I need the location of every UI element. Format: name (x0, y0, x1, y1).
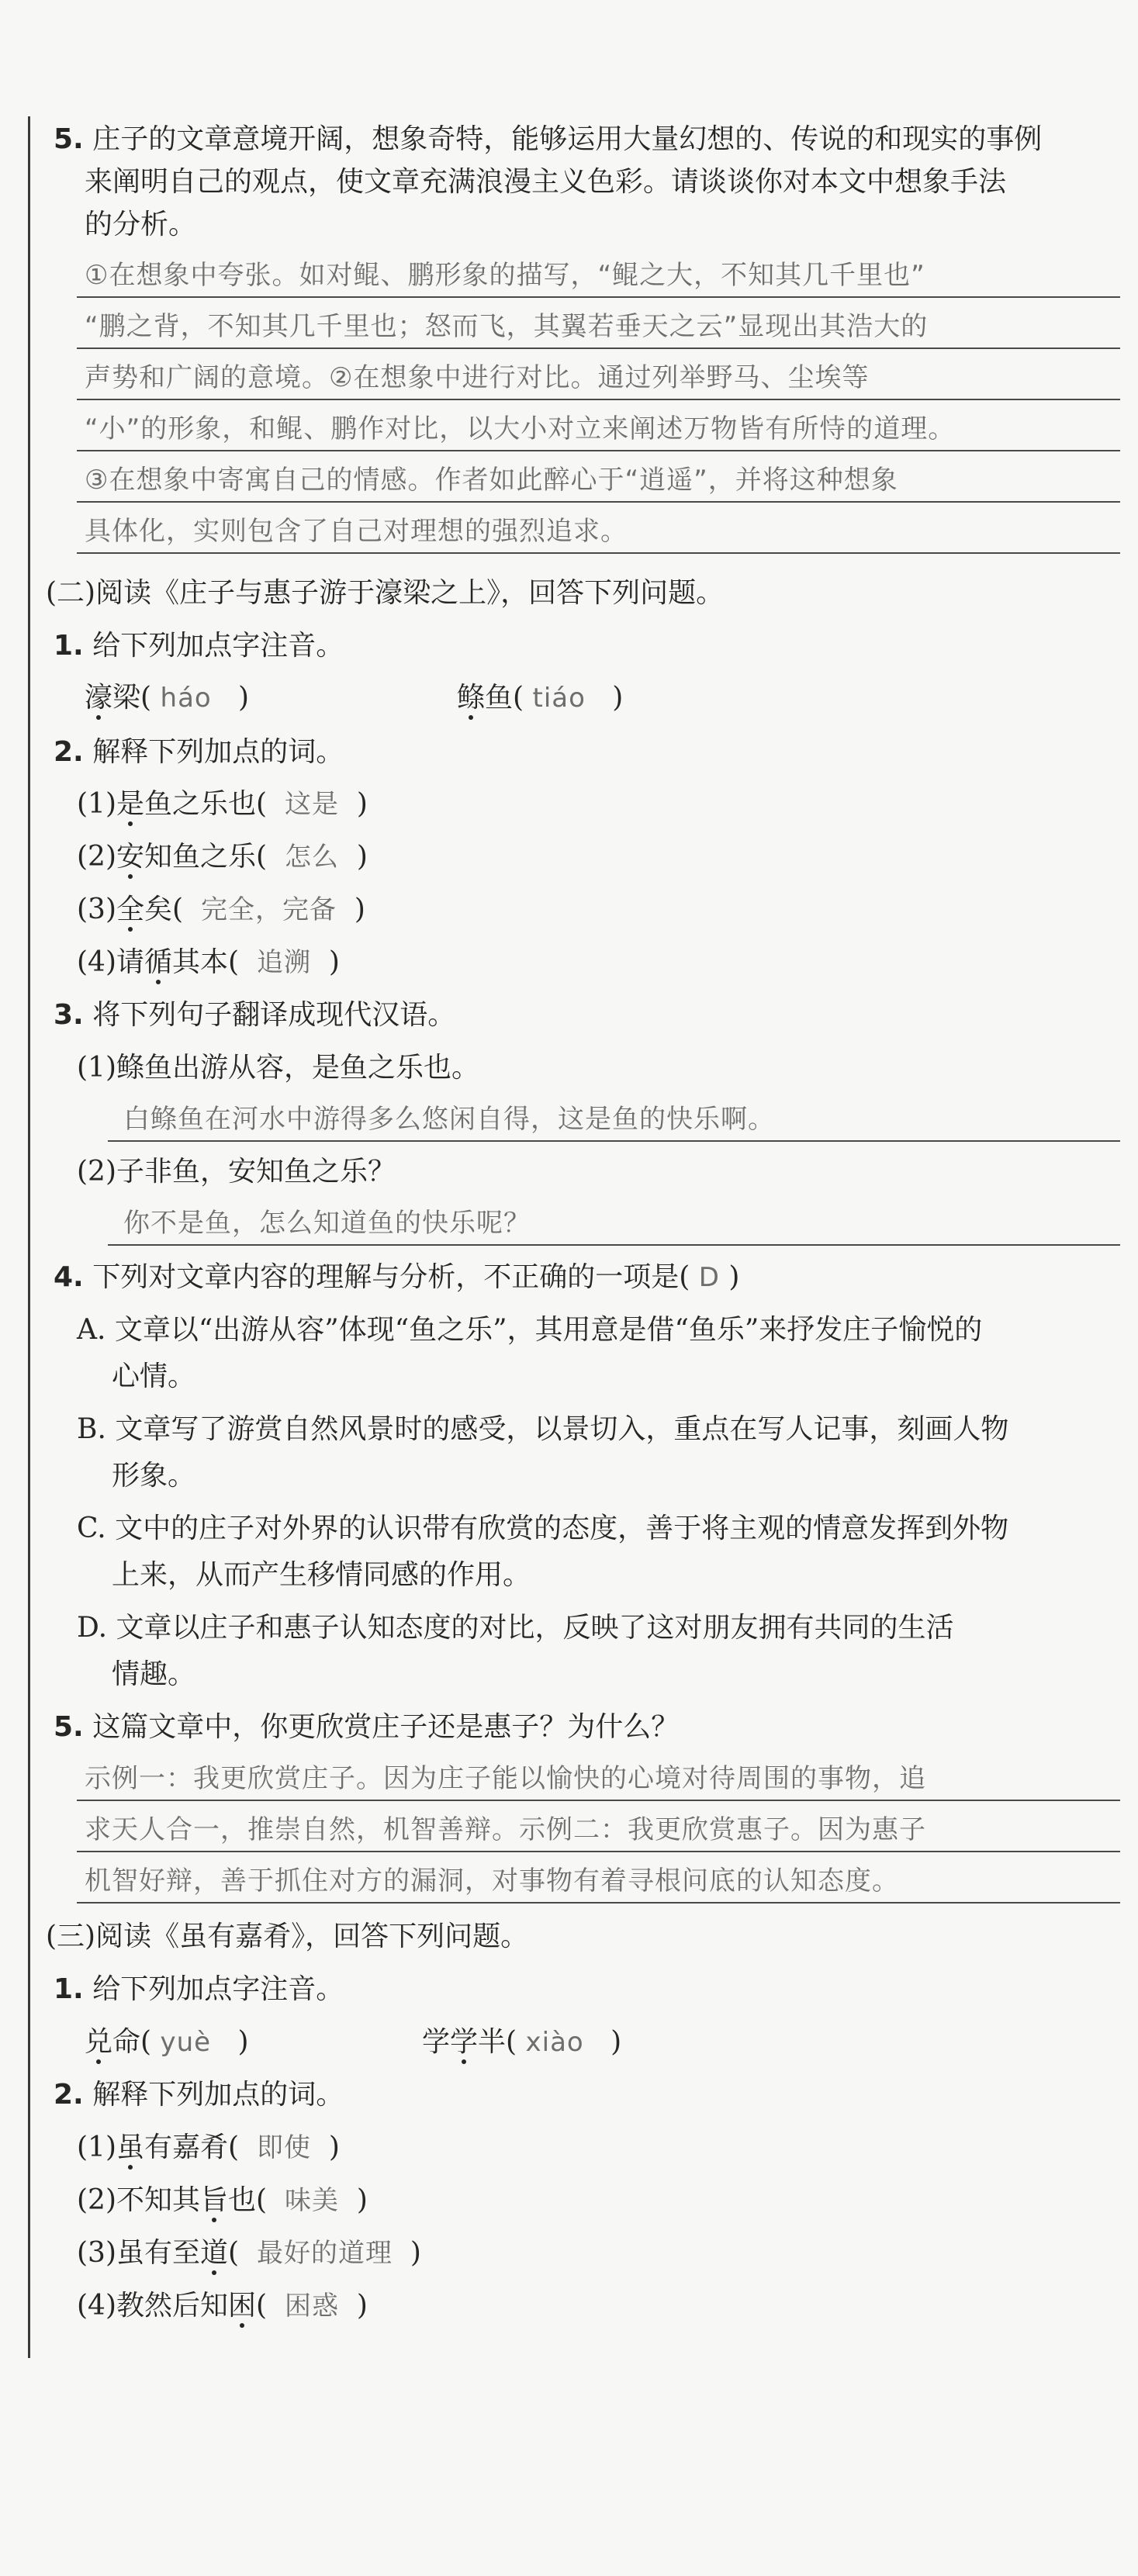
underline (77, 296, 1120, 298)
underline (108, 1244, 1120, 1246)
option: D. 文章以庄子和惠子认知态度的对比，反映了这对朋友拥有共同的生活 (77, 1612, 954, 1644)
word-item: (4)请循其本( 追溯 ) (77, 946, 340, 978)
option: B. 文章写了游赏自然风景时的感受，以景切入，重点在写人记事，刻画人物 (77, 1413, 1009, 1445)
word-item: (2)不知其旨也( 味美 ) (77, 2184, 368, 2216)
question: 5. 这篇文章中，你更欣赏庄子还是惠子？为什么？ (54, 1711, 680, 1743)
question: 1. 给下列加点字注音。 (54, 1973, 344, 2005)
word-item: (2)安知鱼之乐( 怎么 ) (77, 841, 368, 873)
underline (77, 501, 1120, 503)
question: 3. 将下列句子翻译成现代汉语。 (54, 999, 456, 1031)
option: 情趣。 (112, 1658, 196, 1690)
question: 2. 解释下列加点的词。 (54, 736, 344, 768)
word-item: (3)虽有至道( 最好的道理 ) (77, 2237, 421, 2269)
answer-line: “小”的形象，和鲲、鹏作对比，以大小对立来阐述万物皆有所恃的道理。 (85, 413, 956, 444)
option: A. 文章以“出游从容”体现“鱼之乐”，其用意是借“鱼乐”来抒发庄子愉悦的 (77, 1314, 983, 1346)
pinyin-item: 濠梁( háo ) (85, 682, 250, 714)
question: 4. 下列对文章内容的理解与分析，不正确的一项是( D ) (54, 1261, 740, 1293)
underline (77, 1902, 1120, 1903)
word-item: (4)教然后知困( 困惑 ) (77, 2290, 368, 2322)
sentence: (1)鲦鱼出游从容，是鱼之乐也。 (77, 1052, 479, 1084)
question: 2. 解释下列加点的词。 (54, 2079, 344, 2111)
section-title: (三)阅读《虽有嘉肴》，回答下列问题。 (46, 1921, 529, 1952)
pinyin-item: 鲦鱼( tiáo ) (457, 682, 624, 714)
underline (77, 399, 1120, 400)
answer-line: 示例一：我更欣赏庄子。因为庄子能以愉快的心境对待周围的事物，追 (85, 1763, 926, 1794)
answer-line: 求天人合一，推崇自然，机智善辩。示例二：我更欣赏惠子。因为惠子 (85, 1814, 926, 1845)
question: 1. 给下列加点字注音。 (54, 630, 344, 662)
answer-line: “鹏之背，不知其几千里也；怒而飞，其翼若垂天之云”显现出其浩大的 (85, 311, 929, 342)
q5-line1: 5. 庄子的文章意境开阔，想象奇特，能够运用大量幻想的、传说的和现实的事例 (54, 123, 1043, 155)
pinyin-item: 学学半( xiào ) (422, 2026, 622, 2058)
word-item: (1)是鱼之乐也( 这是 ) (77, 788, 368, 820)
answer-line: ①在想象中夸张。如对鲲、鹏形象的描写，“鲲之大，不知其几千里也” (85, 260, 925, 291)
q5-line3: 的分析。 (85, 209, 197, 240)
answer-line: 声势和广阔的意境。②在想象中进行对比。通过列举野马、尘埃等 (85, 362, 870, 393)
section-title: (二)阅读《庄子与惠子游于濠梁之上》，回答下列问题。 (46, 577, 725, 609)
pinyin-item: 兑命( yuè ) (85, 2026, 249, 2058)
underline (77, 1851, 1120, 1852)
answer-line: ③在想象中寄寓自己的情感。作者如此醉心于“逍遥”，并将这种想象 (85, 465, 898, 496)
underline (77, 1800, 1120, 1801)
underline (77, 450, 1120, 451)
word-item: (3)全矣( 完全，完备 ) (77, 894, 365, 925)
option: 形象。 (112, 1460, 196, 1492)
answer-line: 你不是鱼，怎么知道鱼的快乐呢？ (123, 1208, 531, 1239)
worksheet-page (28, 116, 1116, 2358)
underline (77, 348, 1120, 349)
q5-line2: 来阐明自己的观点，使文章充满浪漫主义色彩。请谈谈你对本文中想象手法 (85, 166, 1007, 198)
underline (77, 552, 1120, 554)
option: 心情。 (112, 1361, 196, 1392)
answer-line: 机智好辩，善于抓住对方的漏洞，对事物有着寻根问底的认知态度。 (85, 1865, 899, 1897)
option: 上来，从而产生移情同感的作用。 (112, 1559, 531, 1591)
answer-line: 具体化，实则包含了自己对理想的强烈追求。 (85, 516, 628, 547)
sentence: (2)子非鱼，安知鱼之乐？ (77, 1156, 396, 1188)
option: C. 文中的庄子对外界的认识带有欣赏的态度，善于将主观的情意发挥到外物 (77, 1513, 1009, 1544)
word-item: (1)虽有嘉肴( 即使 ) (77, 2132, 340, 2163)
underline (108, 1140, 1120, 1142)
answer-line: 白鲦鱼在河水中游得多么悠闲自得，这是鱼的快乐啊。 (123, 1104, 775, 1135)
